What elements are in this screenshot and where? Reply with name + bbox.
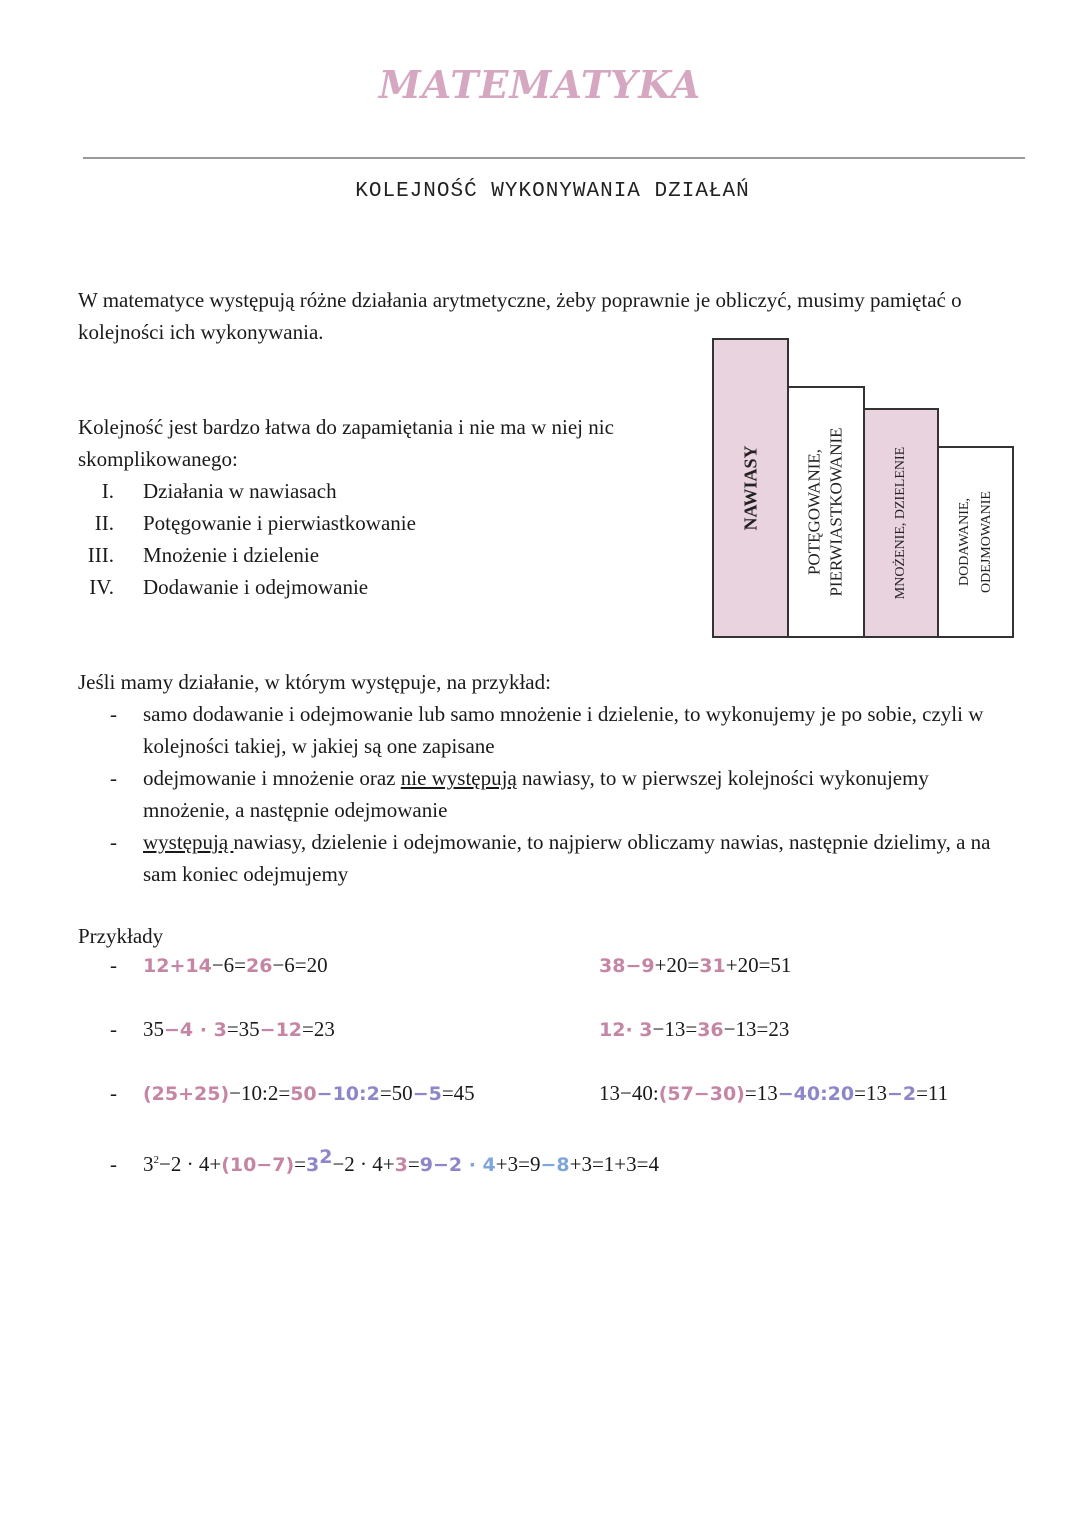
order-list-item — [78, 571, 416, 603]
diagram-bar-label: POTĘGOWANIE, PIERWIASTKOWANIE — [805, 427, 847, 597]
diagram-bar-mnozenie — [863, 408, 939, 638]
example-6: 13−40:(57−30)=13−40:20=13−2=11 — [599, 1081, 949, 1105]
list-text: Dodawanie i odejmowanie — [143, 575, 369, 599]
section-title: KOLEJNOŚĆ WYKONYWANIA DZIAŁAŃ — [355, 180, 750, 203]
page-title: MATEMATYKA — [378, 62, 702, 107]
diagram-bar-potegowanie — [787, 386, 865, 638]
diagram-bar-label: DODAWANIE, ODEJMOWANIE — [956, 491, 994, 593]
cases-intro: Jeśli mamy działanie, w którym występuje, na przykład: — [78, 670, 551, 694]
examples-label: Przykłady — [78, 924, 164, 948]
example-7: - $3^2-2 \cdot 4+(10-7)=3^2-2 \cdot 4+3=9-2 \cdot 4+3=9-8+3=1+3=4$ — [110, 1146, 659, 1176]
example-3: - 35−4 · 3=35−12=23 — [110, 1017, 335, 1041]
order-list — [78, 475, 416, 603]
list-text: Działania w nawiasach — [143, 479, 337, 503]
list-text: Potęgowanie i pierwiastkowanie — [143, 511, 416, 535]
diagram-bar-nawiasy — [712, 338, 789, 638]
divider — [83, 157, 1025, 159]
dash-bullet: - — [110, 766, 117, 790]
underlined-text: nie występują — [400, 766, 517, 790]
example-1: - 12+14−6=26−6=20 — [110, 953, 328, 977]
cases-list — [78, 698, 1018, 890]
dash-bullet: - — [110, 702, 117, 726]
list-number: III. — [87, 543, 114, 567]
order-intro-paragraph: Kolejność jest bardzo łatwa do zapamiętania i nie ma w niej nic skomplikowanego: — [78, 415, 614, 471]
order-diagram — [712, 338, 1014, 638]
case-item: - odejmowanie i mnożenie oraz nie występują nawiasy, to w pierwszej kolejności wykonujemy mnożenie, a następnie odejmowanie — [78, 762, 1018, 826]
case-item: - samo dodawanie i odejmowanie lub samo mnożenie i dzielenie, to wykonujemy je po sobie, czyli w kolejności takiej, w jakiej są one zapisane — [78, 698, 1018, 762]
underlined-text: występują — [143, 830, 234, 854]
dash-bullet: - — [110, 830, 117, 854]
list-number: I. — [101, 479, 114, 503]
diagram-bar-label: MNOŻENIE, DZIELENIE — [893, 446, 908, 600]
order-list-item — [78, 507, 416, 539]
list-number: II. — [94, 511, 114, 535]
diagram-bar-dodawanie — [937, 446, 1014, 638]
case-item: - występują nawiasy, dzielenie i odejmowanie, to najpierw obliczamy nawias, następnie dzielimy, a na sam koniec odejmujemy — [78, 826, 1018, 890]
order-list-item — [78, 475, 416, 507]
list-number: IV. — [89, 575, 114, 599]
example-2: 38−9+20=31+20=51 — [599, 953, 792, 977]
order-list-item — [78, 539, 416, 571]
list-text: Mnożenie i dzielenie — [143, 543, 320, 567]
example-5: - (25+25)−10:2=50−10:2=50−5=45 — [110, 1081, 475, 1105]
diagram-bar-label: NAWIASY — [740, 445, 761, 531]
intro-paragraph: W matematyce występują różne działania arytmetyczne, żeby poprawnie je obliczyć, musimy pamiętać o kolejności ich wykonywania. — [78, 288, 962, 344]
example-4: 12· 3−13=36−13=23 — [599, 1017, 790, 1041]
